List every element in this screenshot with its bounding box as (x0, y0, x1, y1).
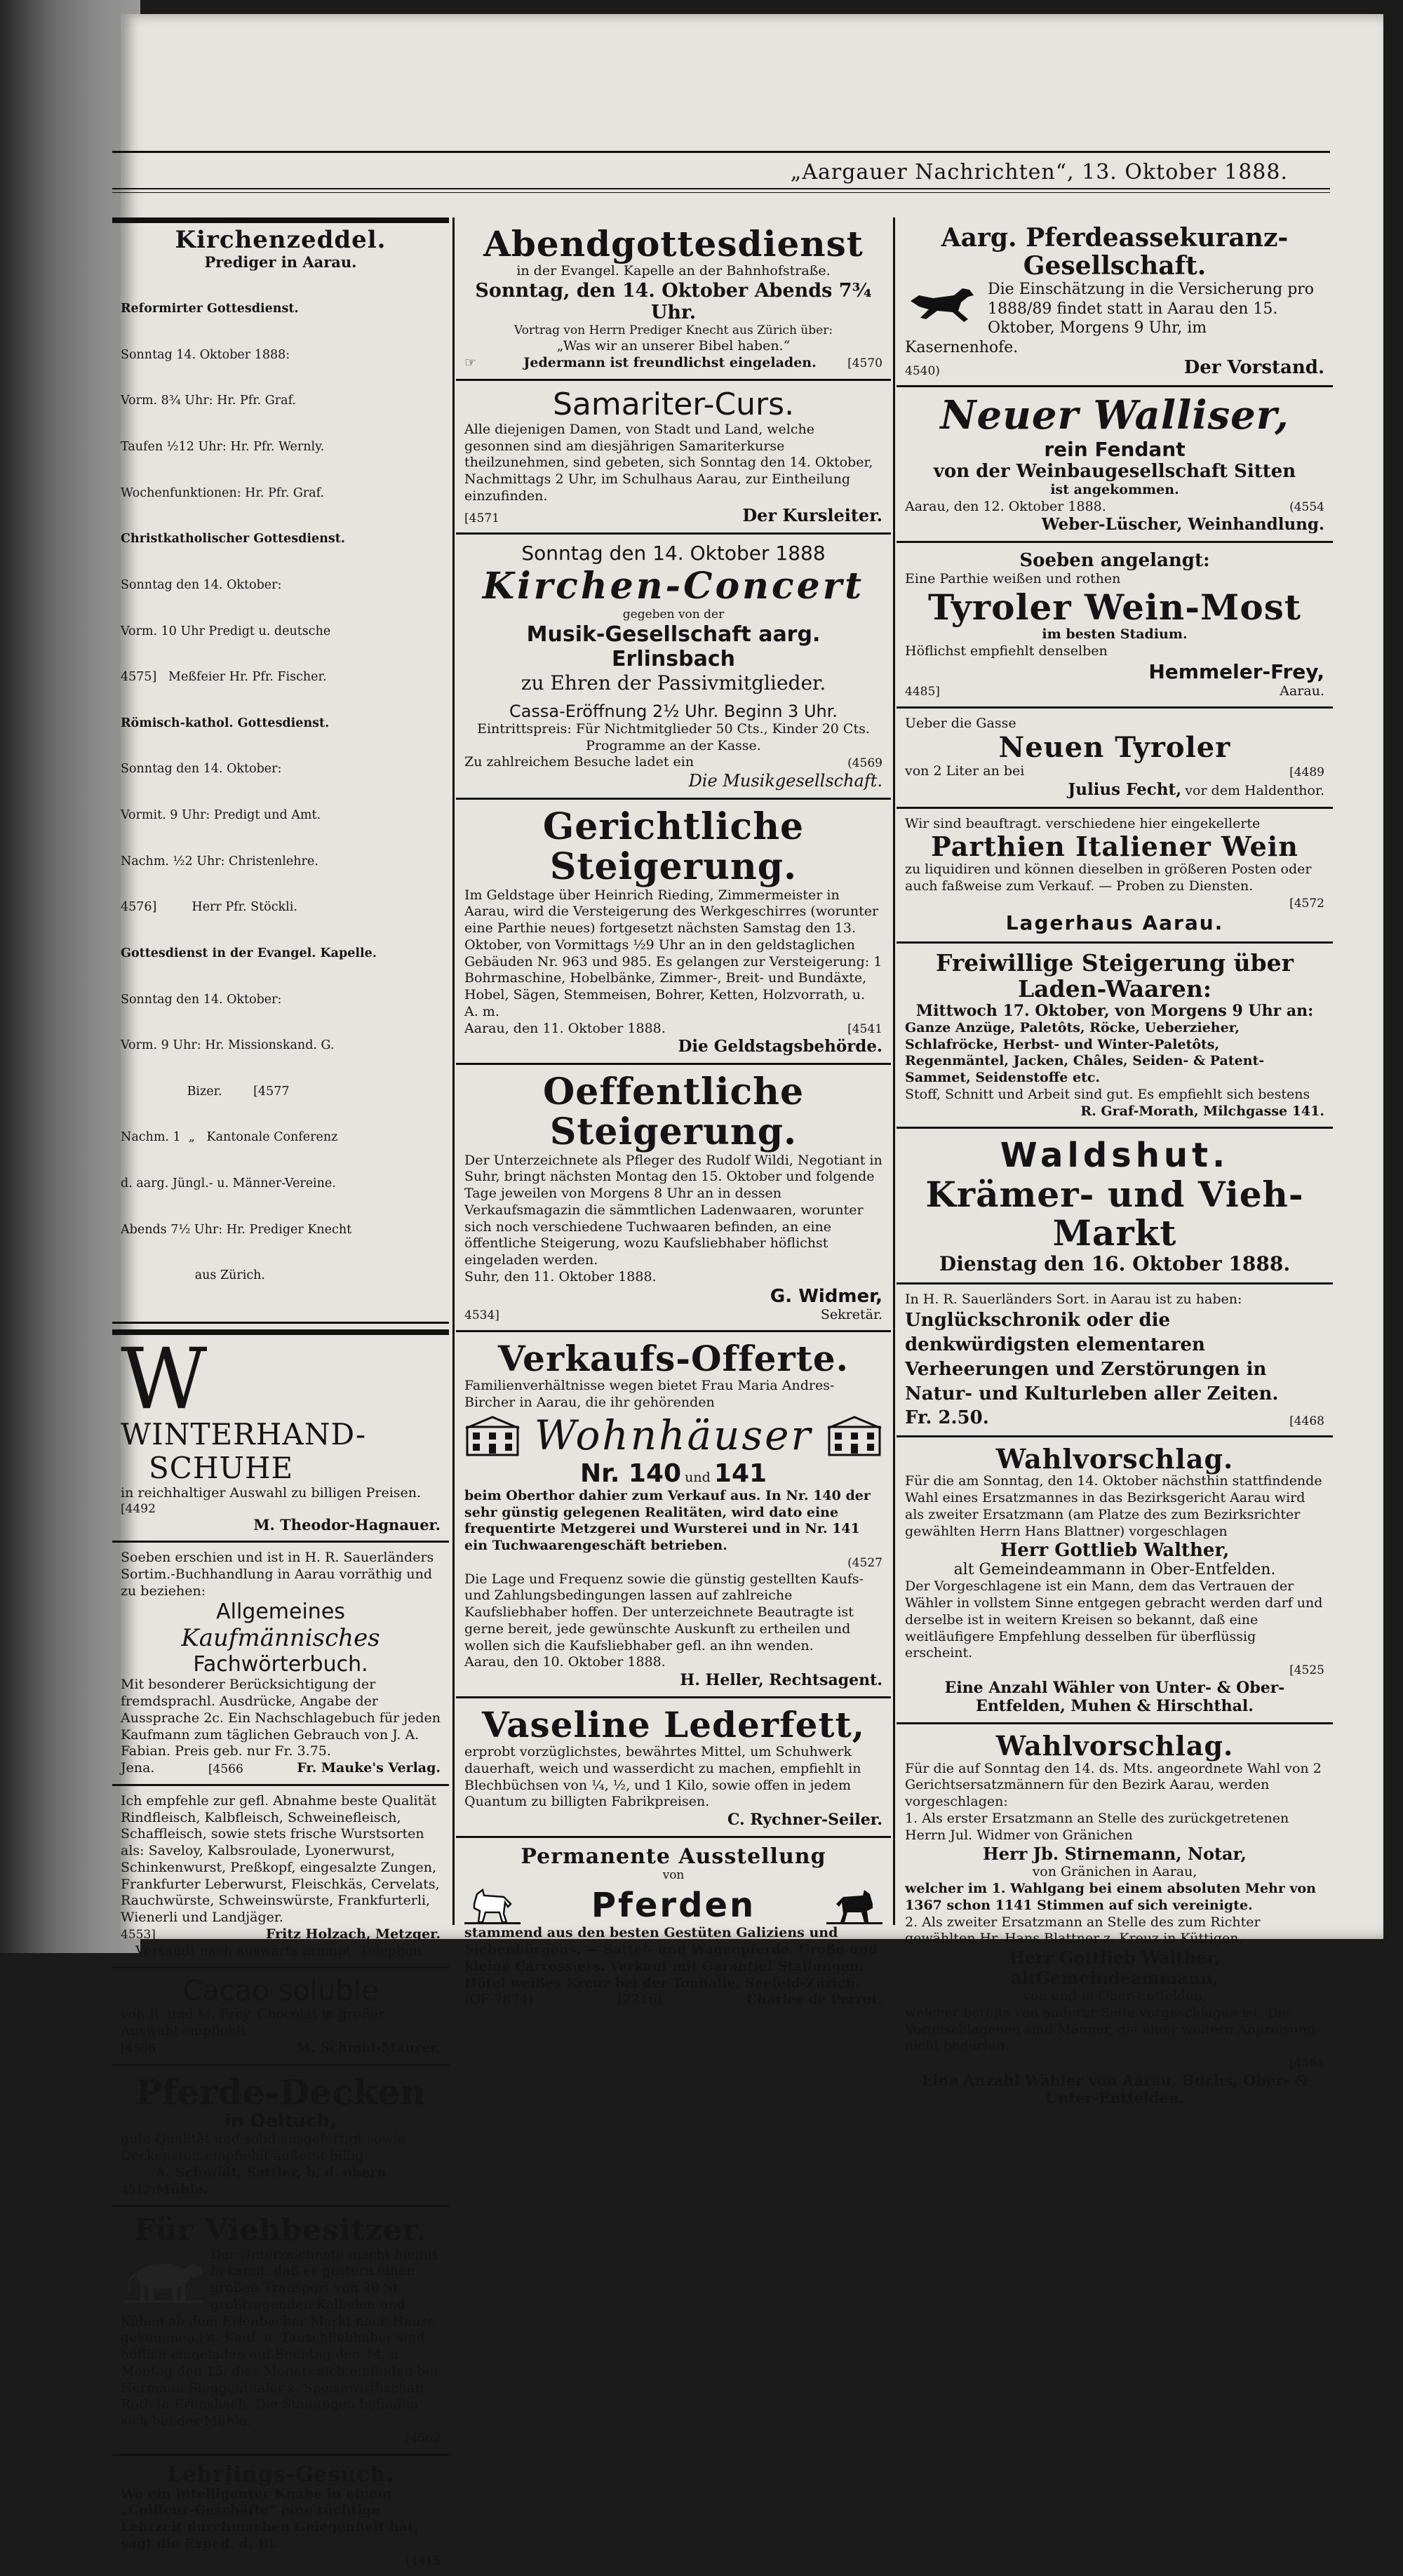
service-line: Christkatholischer Gottesdienst. (121, 532, 345, 546)
ad-signature: Fr. Mauke's Verlag. (297, 1760, 441, 1776)
ad-title: Kirchen-Concert (482, 564, 865, 608)
ad-text: zu liquidiren und können dieselben in größeren Posten oder auch faßweise zum Verkauf. — Proben zu Diensten. (905, 861, 1312, 894)
ad-title: Oeffentliche Steigerung. (542, 1071, 805, 1154)
ad-waldshut (897, 1129, 1333, 1284)
ad-title: Kirchenzeddel. (175, 226, 387, 254)
service-line: Gottesdienst in der Evangel. Kapelle. (121, 946, 377, 960)
ad-org: Musik-Gesellschaft aarg. Erlinsbach (526, 622, 821, 671)
ad-name-2: Herr Gottlieb Walther, altGemeindeammann, (1009, 1947, 1221, 1989)
ad-title: Samariter-Curs. (552, 386, 795, 422)
ad-line: gegeben von der (622, 607, 725, 622)
ad-text-2: Stoff, Schnitt und Arbeit sind gut. Es empfiehlt sich bestens (905, 1086, 1310, 1102)
ad-italiener-wein (897, 809, 1333, 944)
ad-ref: [4468 (1289, 1414, 1324, 1428)
ad-place: Aarau. (1280, 683, 1324, 699)
ad-title: Freiwillige Steigerung über Laden-Waaren: (936, 949, 1294, 1002)
ad-signature: G. Widmer, (770, 1285, 882, 1307)
ad-oeffentliche-steigerung (456, 1065, 891, 1332)
ad-line: Eine Parthie weißen und rothen (905, 571, 1121, 587)
ad-pferdedecken (112, 2066, 449, 2208)
service-line: Vorm. 9 Uhr: Hr. Missionskand. G. (121, 1038, 335, 1053)
ad-date: Dienstag den 16. Oktober 1888. (939, 1252, 1291, 1276)
ad-und: und (685, 1469, 711, 1485)
ad-samariter (456, 381, 891, 535)
ad-title: Wahlvorschlag. (995, 1442, 1234, 1475)
service-line: Nachm. ½2 Uhr: Christenlehre. (121, 854, 318, 868)
ad-title: Wahlvorschlag. (995, 1729, 1234, 1762)
ad-title: Pferde-Decken (135, 2071, 426, 2113)
ad-ref: (4527 (847, 1555, 882, 1570)
ad-title: Für Viehbesitzer. (134, 2213, 427, 2248)
ad-ref: [4556 (121, 2041, 156, 2056)
ad-cacao (112, 1968, 449, 2065)
ad-signature: Hemmeler-Frey, (1148, 659, 1324, 683)
ad-date: Mittwoch 17. Oktober, von Morgens 9 Uhr an: (915, 1001, 1314, 1020)
ad-line: Programme an der Kasse. (586, 737, 761, 753)
ad-title: Waldshut. (1000, 1136, 1230, 1176)
service-line: Sonntag 14. Oktober 1888: (121, 347, 290, 362)
pointing-hand-icon: ☞ (464, 354, 477, 370)
ad-text: Für die am Sonntag, den 14. Oktober nächsthin stattfindende Wahl eines Ersatzmannes in das Bezirksgericht Aarau wird als zweiter Ersatzmann (am Platze des zum Bezirksrichter gewählten Herrn Hans Blattner) vorgeschlagen (905, 1473, 1322, 1539)
service-line: Wochenfunktionen: Hr. Pfr. Graf. (121, 485, 325, 500)
dropcap: W (121, 1330, 208, 1428)
service-line: Sonntag den 14. Oktober: (121, 992, 282, 1007)
ad-signature: M. Theodor-Hagnauer. (253, 1516, 441, 1534)
ad-line: zu Ehren der Passivmitglieder. (521, 671, 826, 695)
ad-signature: R. Graf-Morath, Milchgasse 141. (1080, 1103, 1324, 1119)
ad-line: Cassa-Eröffnung 2½ Uhr. Beginn 3 Uhr. (509, 701, 838, 721)
ad-text: Unglückschronik oder die denkwürdigsten elementaren Verheerungen und Zerstörungen in Natur- und Kulturleben aller Zeiten. (905, 1310, 1279, 1405)
ad-ref: 4553] (121, 1928, 156, 1943)
ad-title-2: SCHUHE (149, 1451, 294, 1486)
ad-text: Die Einschätzung in die Versicherung pro 1888/89 findet statt in Aarau den 15. Oktober, Morgens 9 Uhr, im Kasernenhofe. (905, 281, 1315, 356)
ad-ref: [4561 (1289, 2056, 1324, 2071)
ad-pferdeassekuranz (897, 217, 1333, 387)
ad-place: Aarau, den 12. Oktober 1888. (905, 498, 1106, 514)
ad-text: Im Geldstage über Heinrich Rieding, Zimmermeister in Aarau, wird die Versteigerung des Werkgeschirres (worunter eine Parthie neues) fortgesetzt nächsten Samstag den 13. Oktober, von Vormittags ½9 Uhr an in den geldstaglichen Gebäuden Nr. 963 und 985. Es gelangen zur Versteigerung: 1 Bohrmaschine, Hobelbänke, Zimmer-, Breit- und Bundäxte, Hobel, Sägen, Stemmeisen, Bohrer, Ketten, Holzvorrath, u. A. m. (464, 887, 882, 1019)
ad-place: vor dem Haldenthor. (1185, 782, 1324, 798)
ad-signature: Die Musikgesellschaft. (688, 771, 882, 791)
header-rule-lower-thin (112, 192, 1330, 193)
ad-text: stammend aus den besten Gestüten Galiziens und Siebenbürgens. — Sattel- und Wagenpferde. Große und kleine Carrossiers. Verkauf mit Garantie! Stallungen: Hôtel weißes Kreuz bei der Tonhalle, Seefeld-Zürich. (464, 1925, 878, 1991)
ad-subtitle: in Oeltuch, (224, 2110, 337, 2132)
ad-intro: In H. R. Sauerländers Sort. in Aarau ist zu haben: (905, 1292, 1242, 1308)
ad-role: alt Gemeindeammann in Ober-Entfelden. (953, 1561, 1276, 1579)
ad-text-3: 2. Als zweiter Ersatzmann an Stelle des zum Richter gewählten Hr. Hans Blattner z. Kreuz in Küttigen, (905, 1914, 1261, 1947)
ad-signature: Charles de Perrot. (746, 1992, 882, 2008)
ad-line: Zu zahlreichem Besuche ladet ein (464, 754, 694, 770)
ad-ref: (4569 (847, 756, 882, 770)
ad-text-4: welcher bereits von anderer Seite vorgeschlagen ist. Die Vorgeschlagenen sind Männer, die einer weitern Anpreisung nicht bedürfen. (905, 2004, 1316, 2054)
service-line: 4576] Herr Pfr. Stöckli. (121, 900, 297, 915)
ad-title: Vaseline Lederfett, (481, 1704, 866, 1746)
ad-line: Höflichst empfiehlt denselben (905, 643, 1108, 659)
ad-text: Mit besonderer Berücksichtigung der fremdsprachl. Ausdrücke, Angabe der Aussprache 2c. Ein Nachschlagebuch für jeden Kaufmann zum täglichen Gebrauch von J. A. Fabian. Preis geb. nur Fr. 3.75. (121, 1677, 441, 1759)
ad-text-2: Der Vorgeschlagene ist ein Mann, dem das Vertrauen der Wähler in vollstem Sinne entgegen gebracht werden darf und derselbe ist in weitern Kreisen so bekannt, daß eine weitläufigere Empfehlung desselben für überflüssig erscheint. (905, 1578, 1323, 1661)
book-title-2: Kaufmännisches (181, 1624, 380, 1653)
ad-signature: Der Kursleiter. (742, 504, 882, 525)
book-title-3: Fachwörterbuch. (193, 1652, 368, 1677)
service-line: Sonntag den 14. Oktober: (121, 762, 282, 777)
ad-title-2: Krämer- und Vieh-Markt (925, 1174, 1304, 1254)
cow-icon (121, 2250, 205, 2306)
book-title-1: Allgemeines (216, 1599, 345, 1625)
ad-text: Ich empfehle zur gefl. Abnahme beste Qualität Rindfleisch, Kalbfleisch, Schweinefleisch, Schaffleisch, sowie stets frische Wurstsorten als: Saveloy, Kalbsroulade, Lyonerwurst, Schinkenwurst, Preßkopf, eingesalzte Zungen, Frankfurter Leberwurst, Fleischkäs, Cervelats, Rauchwürste, Schweinswürste, Frankfurterli, Wienerli und Landjäger. (121, 1792, 440, 1926)
ad-viehbesitzer (112, 2207, 449, 2455)
service-line: d. aarg. Jüngl.- u. Männer-Vereine. (121, 1176, 336, 1191)
ad-line: Jedermann ist freundlichst eingeladen. (523, 354, 817, 370)
ad-lehrling (112, 2456, 449, 2576)
ad-ref: [4541 (847, 1022, 882, 1037)
ad-signature: Der Vorstand. (1183, 357, 1324, 379)
ad-pferde-ausstellung (456, 1838, 891, 2015)
service-line: Abends 7½ Uhr: Hr. Prediger Knecht (121, 1222, 352, 1237)
service-line: Nachm. 1 „ Kantonale Conferenz (121, 1130, 338, 1145)
ad-sub-2: von der Weinbaugesellschaft Sitten (933, 460, 1296, 482)
column-divider-1 (452, 217, 455, 1925)
ad-number-2: 141 (713, 1458, 767, 1488)
ad-signature: H. Heller, Rechtsagent. (680, 1671, 882, 1690)
ad-line: Wir sind beauftragt. verschiedene hier eingekellerte (905, 815, 1261, 831)
ad-line: „Was wir an unserer Bibel haben.“ (556, 338, 791, 354)
ad-ref: [4562 (405, 2431, 441, 2446)
column-middle (456, 217, 891, 2008)
ad-ref: [4566 (208, 1762, 243, 1776)
header-rule-lower (112, 188, 1330, 189)
ad-title: Neuen Tyroler (998, 731, 1231, 765)
ad-sub-3: ist angekommen. (1050, 481, 1179, 497)
running-head: „Aargauer Nachrichten“, 13. Oktober 1888. (790, 160, 1288, 185)
ad-neuen-tyroler (897, 709, 1333, 808)
column-right (897, 217, 1333, 2107)
ad-place: Aarau, den 10. Oktober 1888. (464, 1654, 666, 1670)
ad-tyroler-wein-most (897, 543, 1333, 709)
ad-title: Cacao soluble (182, 1975, 379, 2008)
ad-date: Sonntag den 14. Oktober 1888 (521, 541, 826, 565)
ad-vaseline (456, 1698, 891, 1838)
service-line: aus Zürich. (121, 1268, 265, 1283)
ad-ref: [4571 (464, 511, 499, 525)
ad-place: Jena. (121, 1760, 155, 1776)
ad-text: von R. und M. Frey. Chocolat in großer Auswahl empfiehlt (121, 2006, 385, 2039)
ad-winterhandschuhe (112, 1329, 449, 1543)
ad-signature: Eine Anzahl Wähler von Unter- & Ober-Entfelden, Muhen & Hirschthal. (944, 1678, 1285, 1715)
ad-title: Aarg. Pferdeassekuranz-Gesellschaft. (941, 223, 1289, 281)
ad-title: Tyroler Wein-Most (928, 586, 1301, 629)
ad-ref: 4485] (905, 685, 940, 699)
ad-title: Abendgottesdienst (483, 223, 864, 264)
ad-kirchenzeddel (112, 217, 449, 1324)
ad-laden-waaren (897, 944, 1333, 1129)
column-divider-2 (893, 217, 895, 1925)
ad-signature: M. Schmid-Maurer. (296, 2039, 441, 2055)
ad-place: Suhr, den 11. Oktober 1888. (464, 1268, 657, 1284)
ad-kirchenconcert (456, 535, 891, 800)
service-line: Vorm. 10 Uhr Predigt u. deutsche (121, 624, 331, 638)
ad-title: Lehrlings-Gesuch. (167, 2462, 394, 2487)
running-horse-icon (905, 283, 982, 325)
ad-place-2: von und in Ober-Entfelden, (1023, 1988, 1207, 2004)
ad-ref: 4512) (121, 2183, 156, 2198)
ad-metzger (112, 1786, 449, 1969)
ad-footer: Versandt nach auswärts prompt. Telephon. (135, 1943, 426, 1959)
column-left (112, 217, 449, 2568)
ad-heading: Soeben angelangt: (1019, 550, 1210, 572)
ad-line: Eintrittspreis: Für Nichtmitglieder 50 Cts., Kinder 20 Cts. (477, 720, 870, 737)
ad-line: Vortrag von Herrn Prediger Knecht aus Zürich über: (513, 323, 833, 337)
ad-signature: Lagerhaus Aarau. (1005, 911, 1224, 935)
ad-verkaufs-offerte (456, 1332, 891, 1698)
ad-signature: Fritz Holzach, Metzger. (265, 1926, 441, 1942)
ad-walliser (897, 387, 1333, 543)
service-line: 4575] Meßfeier Hr. Pfr. Fischer. (121, 670, 327, 685)
ad-ref-2: [2216] (617, 1992, 662, 2008)
ad-wahlvorschlag-2 (897, 1724, 1333, 2114)
ad-name: Herr Jb. Stirnemann, Notar, (983, 1844, 1247, 1865)
header-rule (112, 151, 1330, 153)
ad-unglueckschronik (897, 1284, 1333, 1437)
ad-signature: Eine Anzahl Wähler von Aarau, Buchs, Ober- & Unter-Entfelden. (921, 2071, 1308, 2107)
ad-signature: Die Geldstagsbehörde. (678, 1037, 882, 1056)
ad-line: in der Evangel. Kapelle an der Bahnhofstraße. (516, 263, 831, 279)
ad-ref: [4489 (1289, 765, 1324, 779)
service-line: Sonntag den 14. Oktober: (121, 577, 282, 592)
ad-text: Ganze Anzüge, Paletôts, Röcke, Ueberzieher, Schlafröcke, Herbst- und Winter-Paletôts, Regenmäntel, Jacken, Châles, Seiden- & Patent-Sammet, Seidenstoffe etc. (905, 1019, 1265, 1086)
ad-heading: Permanente Ausstellung (521, 1844, 826, 1870)
ad-text: Der Unterzeichnete als Pfleger des Rudolf Wildi, Negotiant in Suhr, bringt nächsten Montag den 15. Oktober und folgende Tage jeweilen von Morgens 8 Uhr an in dessen Verkaufsmagazin die sämmtlichen Ladenwaaren, worunter sich noch verschiedene Tuchwaaren befinden, an eine öffentliche Steigerung, wozu Kaufsliebhaber höflichst eingeladen werden. (464, 1152, 882, 1268)
ad-title: Neuer Walliser, (940, 392, 1289, 439)
service-line: Bizer. [4577 (121, 1084, 290, 1099)
ad-ref: [4492 (121, 1502, 156, 1517)
service-line: Taufen ½12 Uhr: Hr. Pfr. Wernly. (121, 440, 325, 455)
service-list (121, 271, 441, 1315)
ad-ref: 4540) (905, 364, 940, 379)
ad-ref: (4415 (405, 2554, 441, 2568)
service-line: Reformirter Gottesdienst. (121, 302, 299, 316)
ad-text: Alle diejenigen Damen, von Stadt und Land, welche gesonnen sind am diesjährigen Samariterkurse theilzunehmen, sind gebeten, sich Sonntag den 14. Oktober, Nachmittags 2 Uhr, im Schulhaus Aarau, zur Eintheilung einzufinden. (464, 421, 873, 504)
ad-date: Sonntag, den 14. Oktober Abends 7¾ Uhr. (475, 279, 872, 323)
ad-intro: Familienverhältnisse wegen bietet Frau Maria Andres-Bircher in Aarau, die ihr gehörenden (464, 1378, 835, 1411)
service-line: Römisch-kathol. Gottesdienst. (121, 716, 330, 730)
ad-price: Fr. 2.50. (905, 1407, 989, 1428)
ad-subtitle: Prediger in Aarau. (204, 253, 357, 271)
ad-signature: Julius Fecht, (1068, 779, 1182, 799)
ad-ref: 4534] (464, 1308, 499, 1323)
ad-houses: Wohnhäuser (534, 1411, 813, 1459)
house-icon (826, 1414, 882, 1456)
ad-von: von (662, 1868, 685, 1883)
ad-line: Ueber die Gasse (905, 716, 1016, 732)
ad-signature: A. Schmidt, Sattler, b. d. obern Mühle. (155, 2164, 387, 2197)
ad-place: von Gränichen in Aarau, (1032, 1864, 1197, 1880)
ad-text: Wo ein intelligenter Knabe in einem „Coiffeur-Geschäfte“ eine tüchtige Lehrzeit durchmachen Gelegenheit hat, sagt die Exped. d. Bl. (121, 2486, 419, 2551)
ad-abendgottesdienst (456, 217, 891, 381)
service-line: Vormit. 9 Uhr: Predigt und Amt. (121, 808, 321, 823)
ad-text-2: welcher im 1. Wahlgang bei einem absoluten Mehr von 1367 schon 1141 Stimmen auf sich vereinigte. (905, 1881, 1316, 1913)
ad-text: Für die auf Sonntag den 14. ds. Mts. angeordnete Wahl von 2 Gerichtsersatzmännern für den Bezirk Aarau, werden vorgeschlagen: 1. Als erster Ersatzmann an Stelle des zurückgetretenen Herrn Jul. Widmer von Gränichen (905, 1760, 1322, 1843)
ad-text: in reichhaltiger Auswahl zu billigen Preisen. (121, 1485, 422, 1501)
ad-title: WINTERHAND- (121, 1416, 367, 1451)
ad-signature: Weber-Lüscher, Weinhandlung. (1041, 515, 1324, 535)
ad-text: beim Oberthor dahier zum Verkauf aus. In Nr. 140 der sehr günstig gelegenen Realitäten, wird dato eine frequentirte Metzgerei und Wursterei und in Nr. 141 ein Tuchwaarengeschäft betrieben. (464, 1487, 871, 1554)
ad-text-2: Die Lage und Frequenz sowie die günstig gestellten Kaufs- und Zahlungsbedingungen lassen auf zahlreiche Kaufsliebhaber hoffen. Der unterzeichnete Beautragte ist gerne bereit, jede gewünschte Auskunft zu ertheilen und wollen sich die Kaufsliebhaber gefl. an ihn wenden. (464, 1571, 864, 1653)
ad-title: Parthien Italiener Wein (931, 831, 1298, 863)
horse-icon (464, 1883, 521, 1925)
ad-sub: rein Fendant (1044, 437, 1186, 461)
ad-ref: [4572 (1289, 896, 1324, 911)
ad-wahlvorschlag-1 (897, 1437, 1333, 1724)
ad-ref: [4570 (847, 356, 882, 371)
ad-fachwoerterbuch (112, 1543, 449, 1786)
ad-signature: C. Rychner-Seiler. (727, 1811, 882, 1830)
ad-text: erprobt vorzüglichstes, bewährtes Mittel, um Schuhwerk dauerhaft, weich und wasserdicht zu machen, empfiehlt in Blechbüchsen von ¼, ½, und 1 Kilo, sowie offen in jedem Quantum zu billigten Fabrikpreisen. (464, 1744, 861, 1810)
ad-ref: (4554 (1289, 500, 1324, 515)
ad-text: von 2 Liter an bei (905, 763, 1025, 779)
ad-intro: Soeben erschien und ist in H. R. Sauerländers Sortim.-Buchhandlung in Aarau vorräthig und zu beziehen: (121, 1550, 434, 1599)
horse-icon (826, 1883, 882, 1925)
ad-title: Gerichtliche Steigerung. (542, 805, 805, 889)
ad-line: im besten Stadium. (1042, 626, 1188, 643)
ad-title: Pferden (591, 1886, 756, 1926)
house-icon (464, 1414, 521, 1456)
ad-ref: [4525 (1289, 1663, 1324, 1678)
ad-place: Aarau, den 11. Oktober 1888. (464, 1020, 666, 1036)
ad-name: Herr Gottlieb Walther, (1000, 1540, 1230, 1562)
ad-ref: (OF 7874) (464, 1992, 533, 2008)
ad-role: Sekretär. (820, 1306, 882, 1322)
ad-text: gute Qualität und solid ausgefertigt sowie Deckenstoff empfiehlt äußerst billig (121, 2131, 405, 2164)
service-line: Vorm. 8¾ Uhr: Hr. Pfr. Graf. (121, 394, 296, 408)
ad-text: Der Unterzeichnete macht hiemit bekannt, daß er gestern einen großen Transport von 20 St. großtragenden Kalbelen und Kühen ab dem Erlenbacher Markt nach Hause gekommen ist. Kauf- u. Tauschliebhaber sind höflich eingeladen auf Sonntag den 14. u. Montag den 15. dies Monats sich einfinden bei Hermann Sieggenthaler z. Speisewirthschaft Roth in Erlinsbach. Die Stallungen befinden sich bei der Mühle. (121, 2246, 438, 2429)
ad-title: Verkaufs-Offerte. (497, 1338, 850, 1380)
ad-gerichtliche-steigerung (456, 800, 891, 1065)
ad-number: Nr. 140 (579, 1458, 682, 1488)
